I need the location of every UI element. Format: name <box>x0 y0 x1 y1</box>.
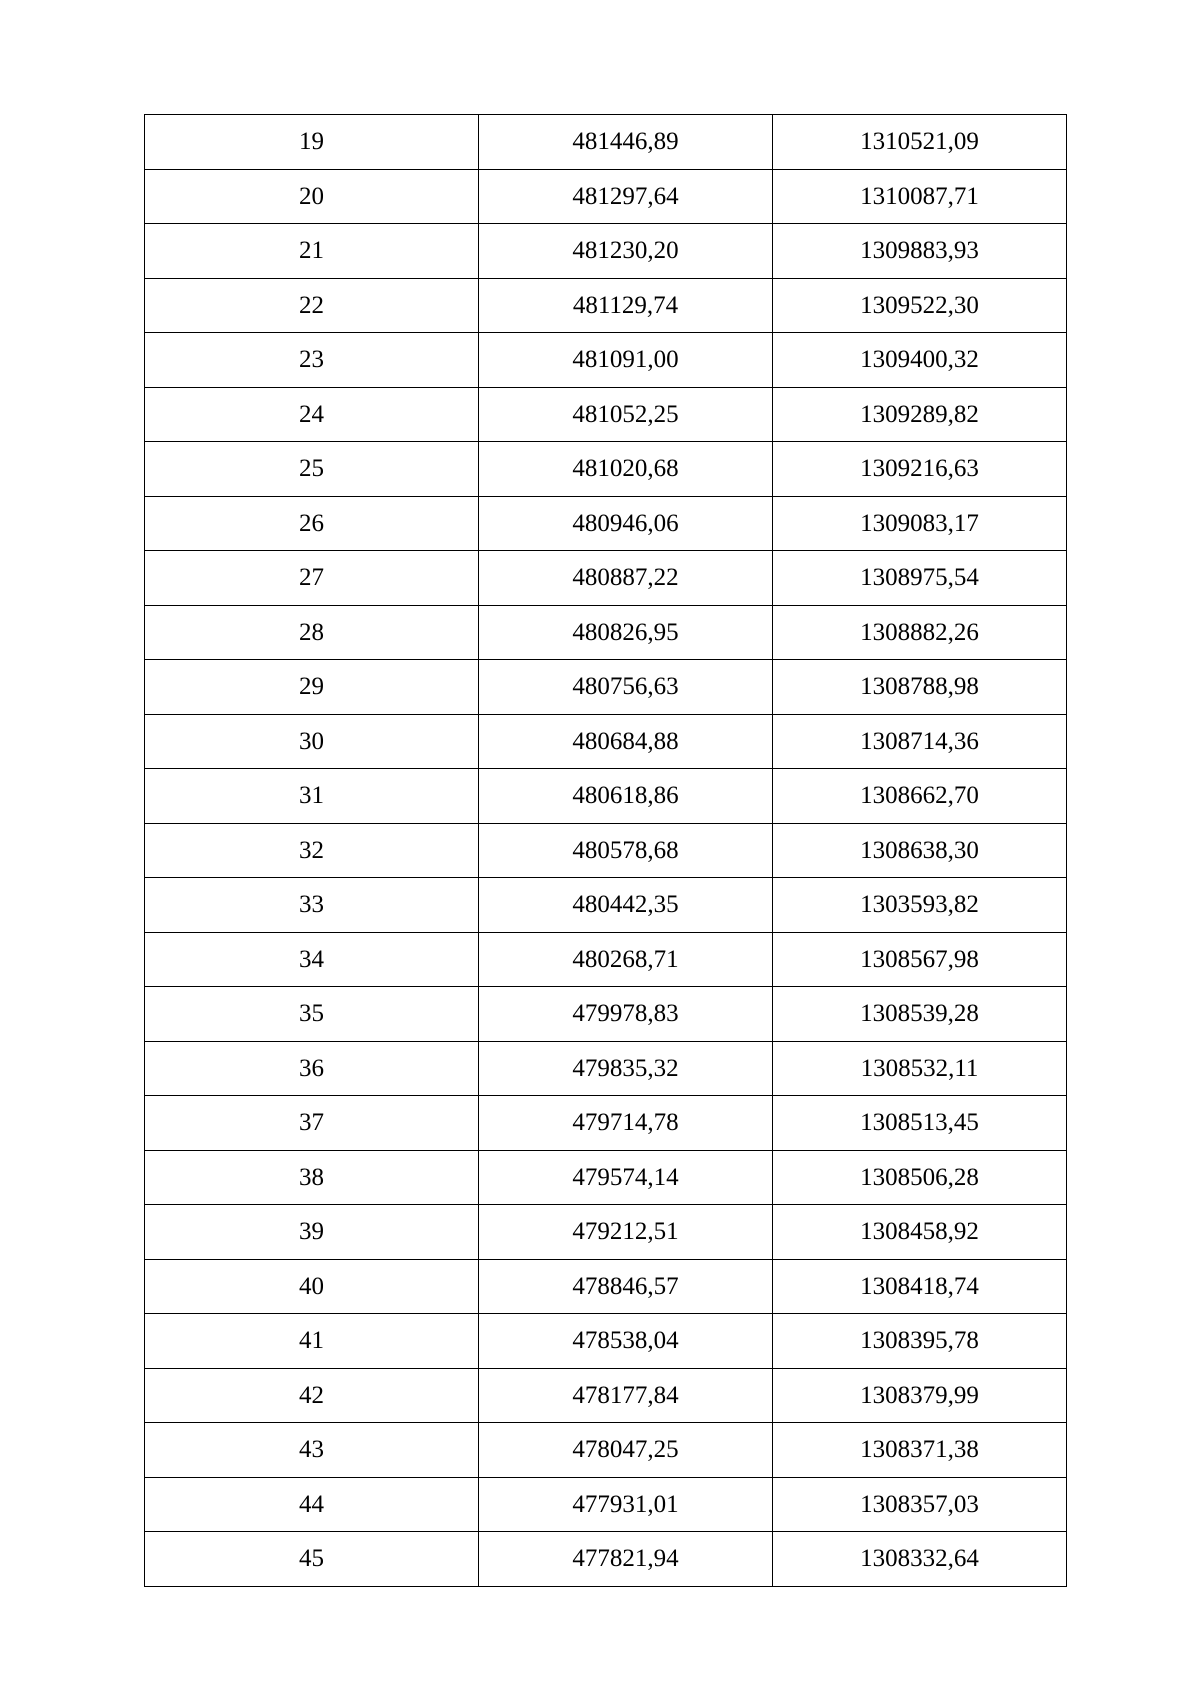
y-coordinate-cell: 1308975,54 <box>773 551 1067 606</box>
point-number-cell: 30 <box>145 714 479 769</box>
point-number-cell: 39 <box>145 1205 479 1260</box>
table-row <box>145 1423 1067 1478</box>
x-coordinate-cell: 479212,51 <box>479 1205 773 1260</box>
x-coordinate-cell: 478177,84 <box>479 1368 773 1423</box>
y-coordinate-cell: 1309289,82 <box>773 387 1067 442</box>
point-number-cell: 21 <box>145 224 479 279</box>
y-coordinate-cell: 1310087,71 <box>773 169 1067 224</box>
y-coordinate-cell: 1308714,36 <box>773 714 1067 769</box>
point-number-cell: 29 <box>145 660 479 715</box>
x-coordinate-cell: 481230,20 <box>479 224 773 279</box>
table-row <box>145 442 1067 497</box>
y-coordinate-cell: 1308567,98 <box>773 932 1067 987</box>
table-row <box>145 1259 1067 1314</box>
table-row <box>145 224 1067 279</box>
table-row <box>145 878 1067 933</box>
table-row <box>145 496 1067 551</box>
table-row <box>145 714 1067 769</box>
x-coordinate-cell: 478846,57 <box>479 1259 773 1314</box>
x-coordinate-cell: 478538,04 <box>479 1314 773 1369</box>
point-number-cell: 24 <box>145 387 479 442</box>
point-number-cell: 20 <box>145 169 479 224</box>
y-coordinate-cell: 1309400,32 <box>773 333 1067 388</box>
x-coordinate-cell: 481129,74 <box>479 278 773 333</box>
x-coordinate-cell: 479835,32 <box>479 1041 773 1096</box>
table-row <box>145 932 1067 987</box>
y-coordinate-cell: 1309083,17 <box>773 496 1067 551</box>
point-number-cell: 23 <box>145 333 479 388</box>
table-row <box>145 987 1067 1042</box>
point-number-cell: 38 <box>145 1150 479 1205</box>
point-number-cell: 43 <box>145 1423 479 1478</box>
table-row <box>145 551 1067 606</box>
x-coordinate-cell: 481020,68 <box>479 442 773 497</box>
table-row <box>145 1041 1067 1096</box>
x-coordinate-cell: 481052,25 <box>479 387 773 442</box>
y-coordinate-cell: 1308662,70 <box>773 769 1067 824</box>
point-number-cell: 22 <box>145 278 479 333</box>
table-row <box>145 823 1067 878</box>
y-coordinate-cell: 1308379,99 <box>773 1368 1067 1423</box>
y-coordinate-cell: 1303593,82 <box>773 878 1067 933</box>
point-number-cell: 19 <box>145 115 479 170</box>
x-coordinate-cell: 480618,86 <box>479 769 773 824</box>
point-number-cell: 33 <box>145 878 479 933</box>
point-number-cell: 42 <box>145 1368 479 1423</box>
point-number-cell: 44 <box>145 1477 479 1532</box>
coordinates-table <box>144 114 1067 1587</box>
y-coordinate-cell: 1308371,38 <box>773 1423 1067 1478</box>
table-row <box>145 605 1067 660</box>
table-row <box>145 387 1067 442</box>
table-row <box>145 1368 1067 1423</box>
point-number-cell: 32 <box>145 823 479 878</box>
x-coordinate-cell: 481446,89 <box>479 115 773 170</box>
x-coordinate-cell: 479714,78 <box>479 1096 773 1151</box>
x-coordinate-cell: 477821,94 <box>479 1532 773 1587</box>
table-row <box>145 769 1067 824</box>
y-coordinate-cell: 1308539,28 <box>773 987 1067 1042</box>
table-row <box>145 1205 1067 1260</box>
table-row <box>145 333 1067 388</box>
y-coordinate-cell: 1308418,74 <box>773 1259 1067 1314</box>
y-coordinate-cell: 1308513,45 <box>773 1096 1067 1151</box>
point-number-cell: 31 <box>145 769 479 824</box>
table-row <box>145 1532 1067 1587</box>
table-row <box>145 1150 1067 1205</box>
point-number-cell: 36 <box>145 1041 479 1096</box>
y-coordinate-cell: 1309522,30 <box>773 278 1067 333</box>
point-number-cell: 37 <box>145 1096 479 1151</box>
x-coordinate-cell: 478047,25 <box>479 1423 773 1478</box>
y-coordinate-cell: 1308458,92 <box>773 1205 1067 1260</box>
y-coordinate-cell: 1308332,64 <box>773 1532 1067 1587</box>
point-number-cell: 45 <box>145 1532 479 1587</box>
point-number-cell: 34 <box>145 932 479 987</box>
x-coordinate-cell: 480684,88 <box>479 714 773 769</box>
x-coordinate-cell: 481297,64 <box>479 169 773 224</box>
y-coordinate-cell: 1309216,63 <box>773 442 1067 497</box>
table-row <box>145 660 1067 715</box>
x-coordinate-cell: 477931,01 <box>479 1477 773 1532</box>
x-coordinate-cell: 480887,22 <box>479 551 773 606</box>
table-row <box>145 1096 1067 1151</box>
y-coordinate-cell: 1308506,28 <box>773 1150 1067 1205</box>
table-row <box>145 169 1067 224</box>
y-coordinate-cell: 1310521,09 <box>773 115 1067 170</box>
y-coordinate-cell: 1308395,78 <box>773 1314 1067 1369</box>
table-row <box>145 1314 1067 1369</box>
point-number-cell: 28 <box>145 605 479 660</box>
point-number-cell: 25 <box>145 442 479 497</box>
y-coordinate-cell: 1308357,03 <box>773 1477 1067 1532</box>
point-number-cell: 26 <box>145 496 479 551</box>
x-coordinate-cell: 480826,95 <box>479 605 773 660</box>
y-coordinate-cell: 1308882,26 <box>773 605 1067 660</box>
x-coordinate-cell: 480946,06 <box>479 496 773 551</box>
x-coordinate-cell: 480578,68 <box>479 823 773 878</box>
point-number-cell: 27 <box>145 551 479 606</box>
y-coordinate-cell: 1309883,93 <box>773 224 1067 279</box>
x-coordinate-cell: 480442,35 <box>479 878 773 933</box>
y-coordinate-cell: 1308532,11 <box>773 1041 1067 1096</box>
x-coordinate-cell: 480268,71 <box>479 932 773 987</box>
x-coordinate-cell: 479978,83 <box>479 987 773 1042</box>
x-coordinate-cell: 479574,14 <box>479 1150 773 1205</box>
coordinates-table-body <box>145 115 1067 1587</box>
y-coordinate-cell: 1308638,30 <box>773 823 1067 878</box>
y-coordinate-cell: 1308788,98 <box>773 660 1067 715</box>
table-row <box>145 278 1067 333</box>
table-row <box>145 1477 1067 1532</box>
x-coordinate-cell: 481091,00 <box>479 333 773 388</box>
point-number-cell: 35 <box>145 987 479 1042</box>
point-number-cell: 40 <box>145 1259 479 1314</box>
x-coordinate-cell: 480756,63 <box>479 660 773 715</box>
table-row <box>145 115 1067 170</box>
point-number-cell: 41 <box>145 1314 479 1369</box>
